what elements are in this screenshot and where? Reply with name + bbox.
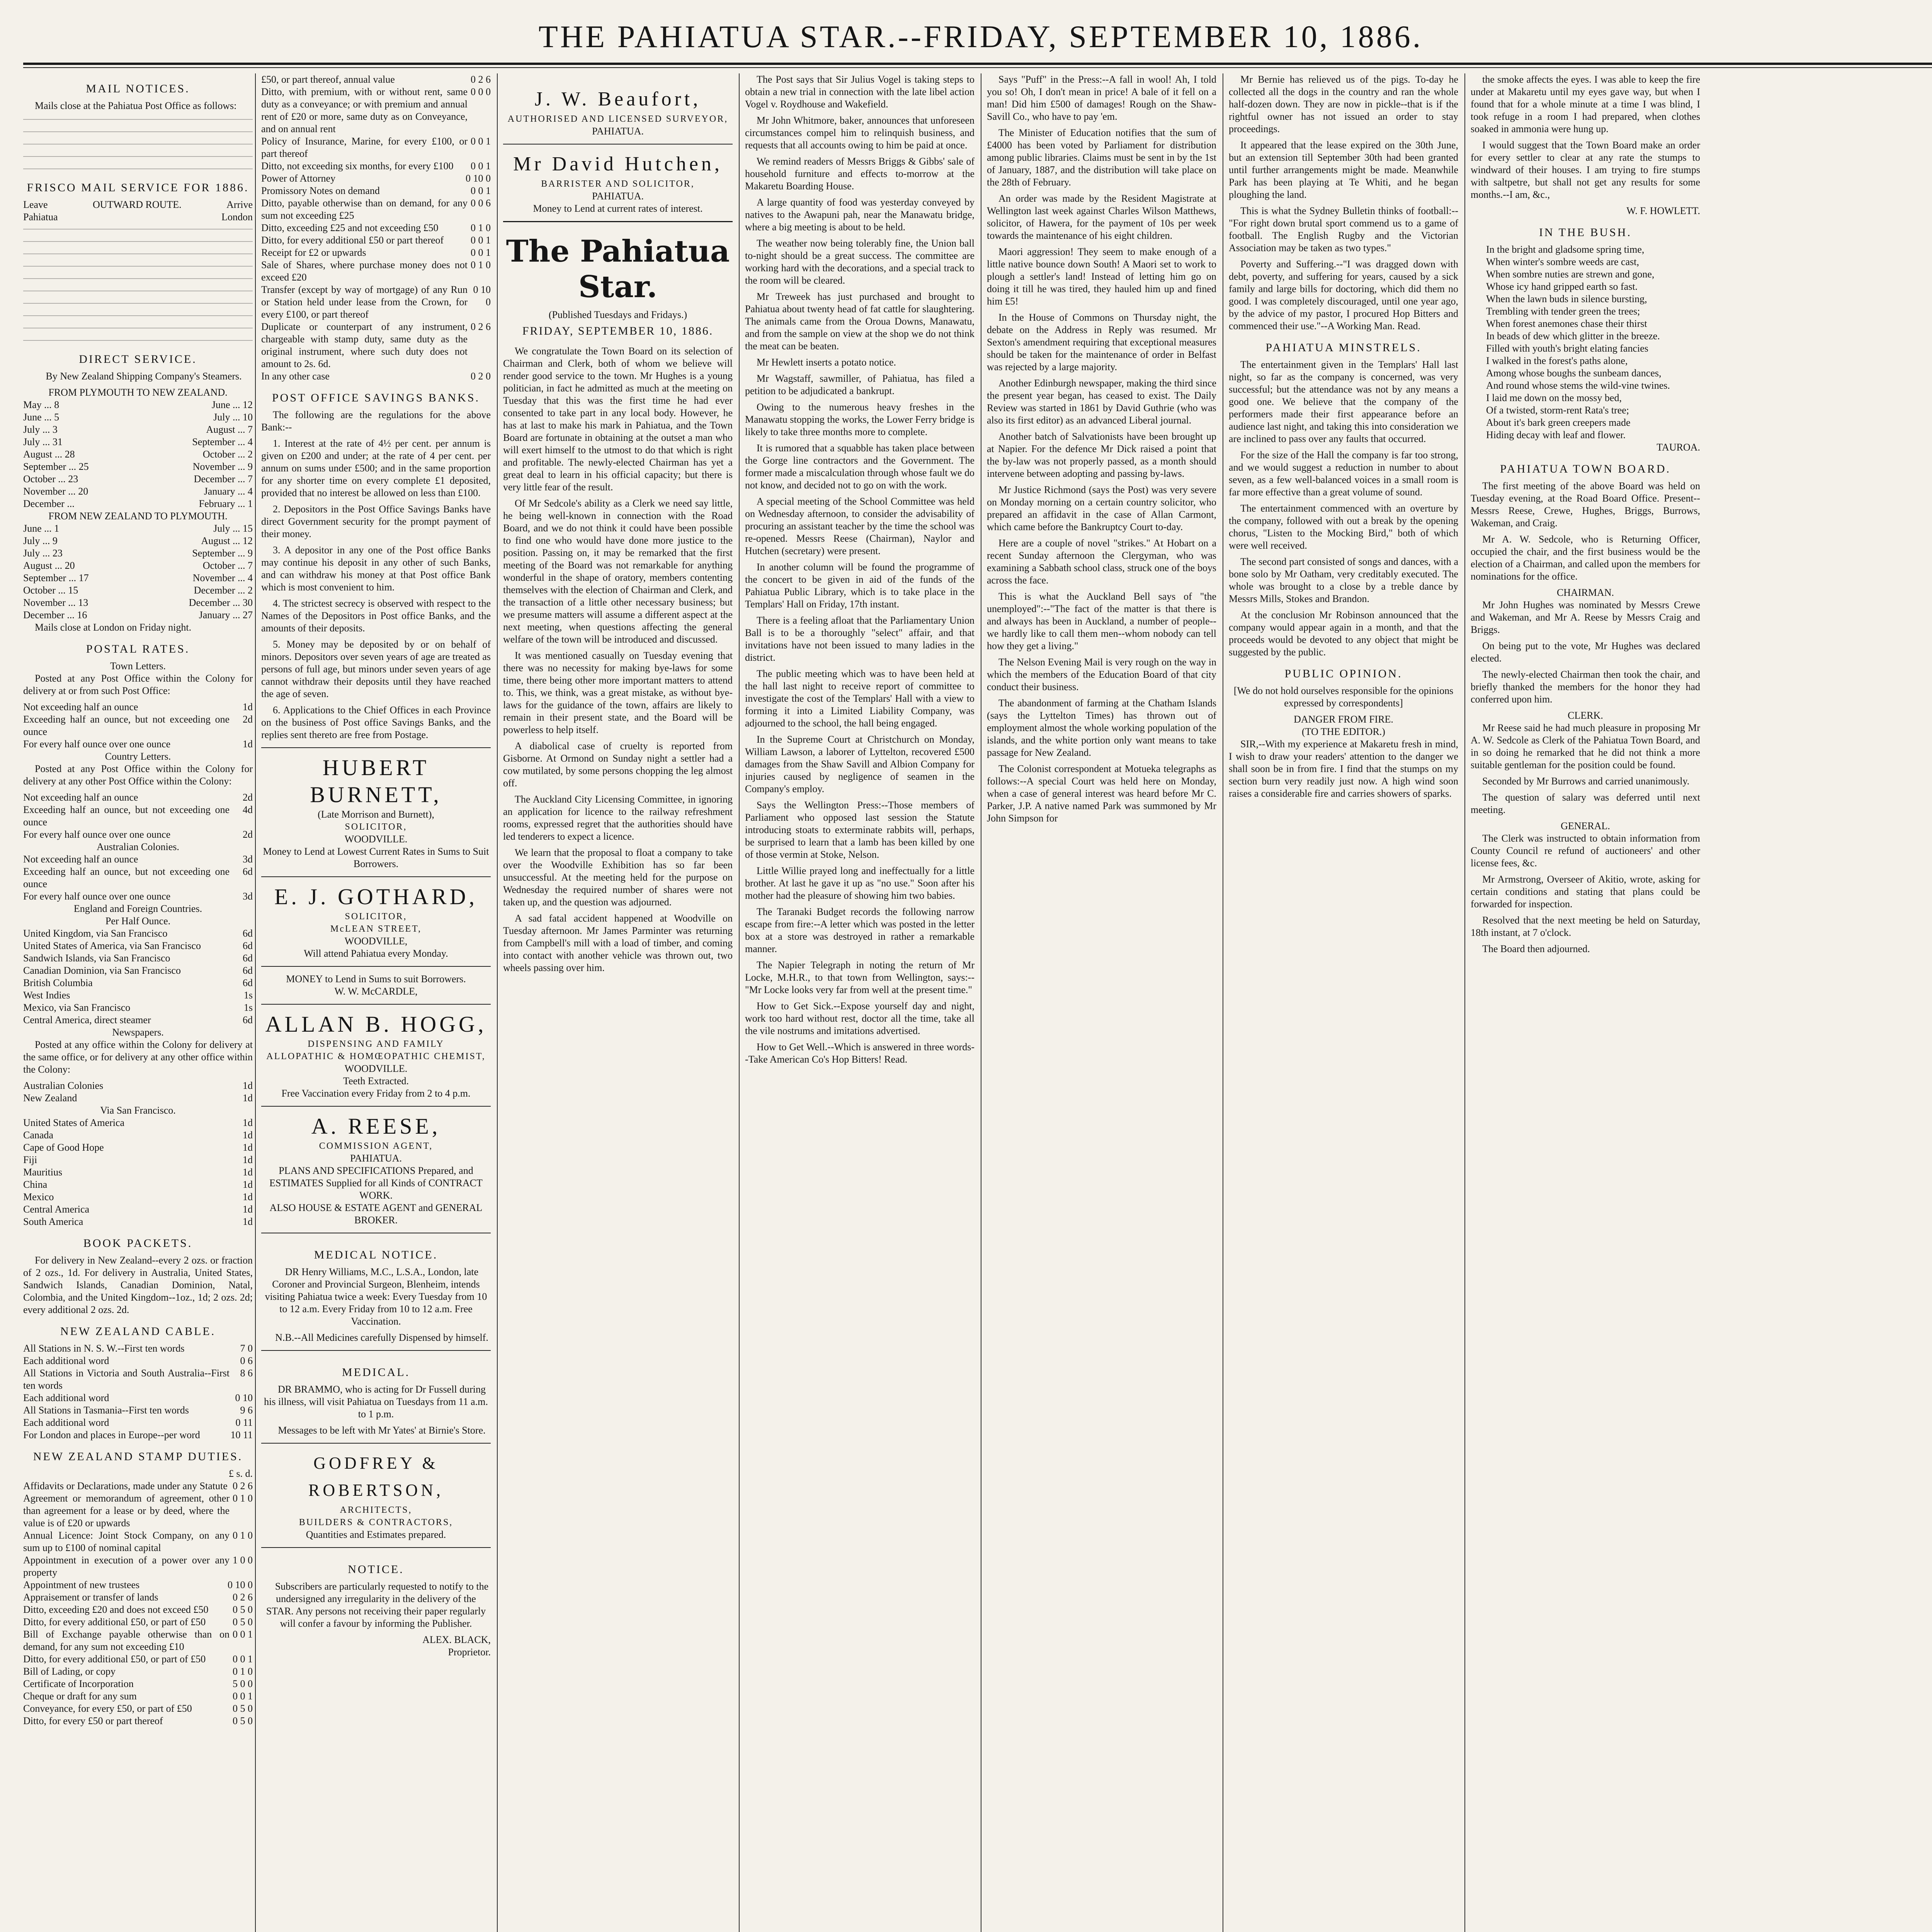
- table-row: South America 1d: [23, 1216, 253, 1227]
- news-item: Mr Bernie has relieved us of the pigs. To-day he collected all the dogs in the country and ran the whole half-dozen down. They are now in pickle--that is if the rightful owner has not issued an order to stay proceedings.: [1229, 74, 1458, 134]
- table-row: December ... 16 January ... 27: [23, 609, 253, 621]
- divider: [503, 221, 733, 222]
- schedule-table: [23, 522, 253, 621]
- paragraph: Mr John Hughes was nominated by Messrs Crewe and Wakeman, and Mr A. Reese by Messrs Craig and Briggs.: [1471, 599, 1700, 635]
- subheading: England and Foreign Countries.: [73, 903, 202, 914]
- table-row: Mauritius 1d: [23, 1167, 253, 1178]
- news-item: In the House of Commons on Thursday night, the debate on the Address in Reply was resumed. Mr Sexton's amendment requiring that exceptional measures should be taken for the maintenance of order in Belfast was rejected by a large majority.: [987, 312, 1216, 372]
- table-row: Appointment in execution of a power over any property 1 0 0: [23, 1554, 253, 1578]
- section-heading: NEW ZEALAND STAMP DUTIES.: [33, 1450, 243, 1463]
- subheading: CLERK.: [1568, 710, 1603, 721]
- paragraph: We congratulate the Town Board on its selection of Chairman and Clerk, both of whom we believe will render good service to the town. Mr Hughes is a young politician, in fact he admitted as much at the meeting on Tuesday that this was the first time he had ever consented to take part in any local body. However, he has at last to make his mark in Pahiatua, and the Town Board are fortunate in obtaining at the outset a man who will exert himself to the utmost to do that which is right and profitable. The newly-elected Chairman has yet a great deal to learn in his official capacity; but there is very little fear of the result.: [503, 345, 733, 493]
- table-row: Exceeding half an ounce, but not exceeding one ounce 6d: [23, 866, 253, 889]
- column-6: [1229, 73, 1458, 1932]
- section-heading: POSTAL RATES.: [86, 643, 190, 655]
- subheading: FROM NEW ZEALAND TO PLYMOUTH.: [48, 510, 228, 522]
- table-row: United States of America 1d: [23, 1117, 253, 1128]
- paragraph: N.B.--All Medicines carefully Dispensed by himself.: [275, 1332, 488, 1343]
- section-heading: MEDICAL NOTICE.: [314, 1248, 438, 1261]
- poem: [1471, 243, 1700, 441]
- table-row: August ... 20 October ... 7: [23, 560, 253, 571]
- news-item: How to Get Well.--Which is answered in three words--Take American Co's Hop Bitters! Read.: [745, 1041, 975, 1065]
- table-row: £50, or part thereof, annual value 0 2 6: [261, 74, 491, 85]
- column-1: [23, 73, 253, 1932]
- paragraph: Posted at any Post Office within the Colony for delivery at or from such Post Office:: [23, 673, 253, 696]
- table-row: Ditto, for every additional £50 or part thereof 0 0 1: [261, 235, 491, 246]
- table-row: August ... 28 October ... 2: [23, 449, 253, 460]
- table-row: Duplicate or counterpart of any instrument, chargeable with stamp duty, same duty as the original instrument, where such duty does not amount to 2s. 6d. 0 2 6: [261, 321, 491, 369]
- news-item: Says the Wellington Press:--Those members of Parliament who opposed last session the Statute introducing stoats to exterminate rabbits will, perhaps, be surprised to learn that a lamb has been killed by one of those vermin at Stoke, Nelson.: [745, 799, 975, 860]
- table-row: For London and places in Europe--per word 10 11: [23, 1429, 253, 1440]
- news-item: Mr Wagstaff, sawmiller, of Pahiatua, has filed a petition to be adjudicated a bankrupt.: [745, 373, 975, 396]
- table-row: Appointment of new trustees 0 10 0: [23, 1579, 253, 1590]
- news-item: The Napier Telegraph in noting the return of Mr Locke, M.H.R., to that town from Wellington, says:--"Mr Locke looks very far from well at the present time.": [745, 959, 975, 995]
- rate-table: [23, 1480, 253, 1727]
- table-row: June ... 5 July ... 10: [23, 412, 253, 423]
- advertisement-burnett: HUBERT BURNETT, (Late Morrison and Burnett), SOLICITOR, WOODVILLE. Money to Lend at Lowest Current Rates in Sums to Suit Borrowers.: [261, 747, 491, 870]
- table-row: Mexico 1d: [23, 1191, 253, 1202]
- table-row: For every half ounce over one ounce 1d: [23, 738, 253, 750]
- news-item: This is what the Auckland Bell says of "the unemployed":--"The fact of the matter is that there is and always has been in Auckland, a number of people--we hardly like to call them men--whom nobody can tell how they get a living.": [987, 591, 1216, 651]
- table-row: Certificate of Incorporation 5 0 0: [23, 1678, 253, 1689]
- list-item: 2. Depositors in the Post Office Savings Banks have direct Government security for the prompt payment of their money.: [261, 503, 491, 539]
- table-row: Each additional word 0 6: [23, 1355, 253, 1366]
- minstrels-report: [1229, 359, 1458, 658]
- list-item: 5. Money may be deposited by or on behalf of minors. Depositors over seven years of age are treated as persons of full age, but minors under seven years of age cannot withdraw their deposits until they have reached the age of seven.: [261, 639, 491, 699]
- column-3: [503, 73, 733, 1932]
- section-heading: PUBLIC OPINION.: [1284, 667, 1403, 680]
- table-row: Promissory Notes on demand 0 0 1: [261, 185, 491, 196]
- news-item: An order was made by the Resident Magistrate at Wellington last week against Charles Wilson Matthews, solicitor, of Hawera, for the payment of 10s per week towards the maintenance of his eight children.: [987, 193, 1216, 241]
- paragraph: By New Zealand Shipping Company's Steamers.: [46, 371, 242, 382]
- table-row: Central America, direct steamer 6d: [23, 1014, 253, 1026]
- subheading: FROM PLYMOUTH TO NEW ZEALAND.: [48, 387, 228, 398]
- news-item: Here are a couple of novel "strikes." At Hobart on a recent Sunday afternoon the Clergyman, who was examining a Sabbath school class, struck one of the boys across the face.: [987, 537, 1216, 586]
- paragraph: For delivery in New Zealand--every 2 ozs. or fraction of 2 ozs., 1d. For delivery in Australia, United States, Sandwich Islands, Canadian Dominion, Natal, Colombia, and the United Kingdom--1oz., 1d; 2 ozs. 2d; every additional 2 ozs. 2d.: [23, 1255, 253, 1315]
- table-row: July ... 31 September ... 4: [23, 436, 253, 447]
- paragraph: The Clerk was instructed to obtain information from County Council re refund of auctioneers' and other license fees, &c.: [1471, 833, 1700, 869]
- news-item: Mr Justice Richmond (says the Post) was very severe on Monday morning on a certain country solicitor, who prepared an affidavit in the case of Allan Carmont, which came before the Bankruptcy Court to-day.: [987, 484, 1216, 532]
- section-heading: NOTICE.: [348, 1563, 404, 1576]
- rate-table: [261, 73, 491, 383]
- paragraph: A sad fatal accident happened at Woodville on Tuesday afternoon. Mr James Parminter was returning from Campbell's mill with a load of timber, and coming into contact with another vehicle was thrown out, two wheels passing over him.: [503, 913, 733, 973]
- table-row: Ditto, for every additional £50, or part of £50 0 0 1: [23, 1653, 253, 1665]
- masthead-title: THE PAHIATUA STAR.--FRIDAY, SEPTEMBER 10, 1886.: [538, 19, 1423, 54]
- news-item: Another Edinburgh newspaper, making the third since the present year began, has ceased to exist. The Daily Review was started in 1861 by David Guthrie (who was also its first editor) as an advanced Liberal journal.: [987, 378, 1216, 426]
- table-row: Central America 1d: [23, 1204, 253, 1215]
- paragraph: For the size of the Hall the company is far too strong, and we would suggest a reduction in number to about seven, as a few well-balanced voices in a small room is far more effective than a great volume of sound.: [1229, 449, 1458, 498]
- section-heading: PAHIATUA TOWN BOARD.: [1500, 463, 1671, 475]
- table-row: Sale of Shares, where purchase money does not exceed £20 0 1 0: [261, 259, 491, 283]
- section-heading: PAHIATUA MINSTRELS.: [1265, 341, 1422, 354]
- news-item: The Minister of Education notifies that the sum of £4000 has been voted by Parliament for distribution among public libraries. Claims must be sent in by the 1st of January, 1887, and the distribution will take place on the 28th of February.: [987, 127, 1216, 188]
- news-item: A large quantity of food was yesterday conveyed by natives to the Awapuni pah, near the Manawatu bridge, where a big meeting is about to be held.: [745, 197, 975, 233]
- poem-line: In beads of dew which glitter in the breeze.: [1486, 330, 1660, 342]
- subheading: GENERAL.: [1561, 820, 1610, 832]
- poem-line: Trembling with tender green the trees;: [1486, 306, 1640, 317]
- paragraph: The following are the regulations for the above Bank:--: [261, 409, 491, 433]
- table-row: Canada 1d: [23, 1129, 253, 1141]
- paragraph: At the conclusion Mr Robinson announced that the company would appear again in a month, and that the proceeds would be devoted to any object that might be suggested by the public.: [1229, 609, 1458, 658]
- table-header: Leave OUTWARD ROUTE. Arrive: [23, 199, 253, 210]
- table-row: May ... 8 June ... 12: [23, 399, 253, 410]
- poem-line: Filled with youth's bright elating fancies: [1486, 343, 1648, 354]
- paragraph: The question of salary was deferred until next meeting.: [1471, 792, 1700, 815]
- table-row: December ... February ... 1: [23, 498, 253, 509]
- poem-line: I walked in the forest's paths alone,: [1486, 355, 1628, 366]
- news-item: Says "Puff" in the Press:--A fall in wool! Ah, I told you so! Oh, I don't mean in price! A bale of it fell on a man! Did him £500 of damages! Rough on the Shaw-Savill Co., who have to pay 'em.: [987, 74, 1216, 122]
- poem-line: I laid me down on the mossy bed,: [1486, 392, 1622, 403]
- news-item: The public meeting which was to have been held at the hall last night to receive report of committee to investigate the cost of the Templars' Hall with a view to forming it into a Limited Liability Company, was adjourned to the school, the hall being engaged.: [745, 668, 975, 729]
- news-item: The Post says that Sir Julius Vogel is taking steps to obtain a new trial in connection with the late libel action Vogel v. Roydhouse and Wakefield.: [745, 74, 975, 110]
- column-divider: [497, 73, 498, 1932]
- paragraph: SIR,--With my experience at Makaretu fresh in mind, I wish to draw your readers' attention to the danger we shall soon be in from fire. I find that the stumps on my section burn very readily just now. A high wind soon raises a considerable fire and carries showers of sparks.: [1229, 738, 1458, 799]
- table-row: Mexico, via San Francisco 1s: [23, 1002, 253, 1013]
- table-row: Each additional word 0 11: [23, 1417, 253, 1428]
- paragraph: Mails close at the Pahiatua Post Office as follows:: [35, 100, 237, 111]
- table-row: Not exceeding half an ounce 2d: [23, 792, 253, 803]
- table-row: United States of America, via San Francisco 6d: [23, 940, 253, 951]
- paragraph: Mr Reese said he had much pleasure in proposing Mr A. W. Sedcole as Clerk of the Pahiatua Town Board, and in so doing he remarked that he did not think a more suitable gentleman for the position could be found.: [1471, 722, 1700, 770]
- masthead-rule-thin: [23, 67, 1932, 68]
- advertisement-hogg: ALLAN B. HOGG, DISPENSING AND FAMILY ALLOPATHIC & HOMŒOPATHIC CHEMIST, WOODVILLE. Teeth Extracted. Free Vaccination every Friday from 2 to 4 p.m.: [261, 1004, 491, 1100]
- news-item: It appeared that the lease expired on the 30th June, but an extension till September 30th had been granted until further arrangements might be made. Meanwhile Park has been playing at Te Whiti, and he began ploughing the land.: [1229, 139, 1458, 200]
- editor-note: [We do not hold ourselves responsible for the opinions expressed by correspondents]: [1233, 685, 1454, 709]
- news-item: Mr Hewlett inserts a potato notice.: [757, 357, 896, 368]
- board-report-general: [1471, 832, 1700, 955]
- table-row: Australian Colonies 1d: [23, 1080, 253, 1091]
- news-item: We remind readers of Messrs Briggs & Gibbs' sale of household furniture and effects to-morrow at the Makaretu Boarding House.: [745, 156, 975, 192]
- rate-table: [23, 853, 253, 903]
- table-header: Pahiatua London: [23, 211, 253, 223]
- table-row: Cape of Good Hope 1d: [23, 1142, 253, 1153]
- advertisement-mccardle: MONEY to Lend in Sums to suit Borrowers. W. W. McCARDLE,: [261, 966, 491, 998]
- table-row: For every half ounce over one ounce 3d: [23, 891, 253, 902]
- rate-table: [23, 1080, 253, 1104]
- section-heading: DIRECT SERVICE.: [79, 353, 197, 366]
- column-7-inner: [1471, 73, 1700, 955]
- illegible-text-block: [23, 226, 253, 344]
- table-row: Sandwich Islands, via San Francisco 6d: [23, 952, 253, 964]
- news-item: Little Willie prayed long and ineffectually for a little brother. At last he gave it up as "no use." Soon after his mother had the pleasure of showing him two babies.: [745, 865, 975, 901]
- letter-subheading: (TO THE EDITOR.): [1302, 726, 1385, 737]
- column-4: [745, 73, 975, 1932]
- poem-signature: TAUROA.: [1656, 442, 1700, 453]
- paragraph: Mr Armstrong, Overseer of Akitio, wrote, asking for certain conditions and stating that plans could be forwarded for inspection.: [1471, 874, 1700, 910]
- subheading: CHAIRMAN.: [1556, 587, 1614, 598]
- paragraph: Posted at any office within the Colony for delivery at the same office, or for delivery at any other office within the Colony:: [23, 1039, 253, 1075]
- table-row: In any other case 0 2 0: [261, 371, 491, 382]
- poem-line: About it's bark green creepers made: [1486, 417, 1631, 428]
- news-item: It is rumored that a squabble has taken place between the Gorge line contractors and the Government. The former made a miscalculation through whose fault we do not know, and decided not to go on with the work.: [745, 442, 975, 491]
- subheading: Via San Francisco.: [100, 1105, 176, 1116]
- table-row: Ditto, exceeding £20 and does not exceed £50 0 5 0: [23, 1604, 253, 1615]
- news-item: In another column will be found the programme of the concert to be given in aid of the funds of the Pahiatua Public Library, which is to take place in the Templars' Hall on Friday, 17th instant.: [745, 561, 975, 610]
- column-7: [1471, 73, 1932, 1932]
- table-row: Exceeding half an ounce, but not exceeding one ounce 2d: [23, 714, 253, 737]
- table-row: September ... 25 November ... 9: [23, 461, 253, 472]
- list-item: 1. Interest at the rate of 4½ per cent. per annum is given on £200 and under; at the rate of 4 per cent. per annum on sums under £500; and in the same proportion for any shorter time on every complete £1 deposited, provided that no interest be allowed on less than £100.: [261, 438, 491, 498]
- news-item: Maori aggression! They seem to make enough of a little native bounce down South! A Maori set to work to plough a settler's land! Instead of letting him go on doing it till he was tired, they hauled him up and fined him £5!: [987, 246, 1216, 307]
- rules-list: [261, 437, 491, 741]
- table-row: Conveyance, for every £50, or part of £50 0 5 0: [23, 1703, 253, 1714]
- table-row: Ditto, payable otherwise than on demand, for any sum not exceeding £25 0 0 6: [261, 197, 491, 221]
- advertisement-godfrey: GODFREY & ROBERTSON, ARCHITECTS, BUILDERS & CONTRACTORS, Quantities and Estimates prepared.: [261, 1443, 491, 1541]
- paragraph: Messages to be left with Mr Yates' at Birnie's Store.: [278, 1425, 486, 1436]
- table-row: Affidavits or Declarations, made under any Statute 0 2 6: [23, 1480, 253, 1492]
- poem-line: Whose icy hand gripped earth so fast.: [1486, 281, 1638, 292]
- column-2: [261, 73, 491, 1932]
- news-item: Another batch of Salvationists have been brought up at Napier. For the defence Mr Dick raised a point that the by-law was not properly passed, as a month should intervene between adopting and passing by-laws.: [987, 431, 1216, 479]
- poem-line: Of a twisted, storm-rent Rata's tree;: [1486, 405, 1629, 416]
- advertisement-beaufort: J. W. Beaufort, AUTHORISED AND LICENSED SURVEYOR, PAHIATUA.: [507, 88, 728, 137]
- table-row: New Zealand 1d: [23, 1092, 253, 1104]
- news-items: [987, 73, 1216, 825]
- table-row: Transfer (except by way of mortgage) of any Run or Station held under lease from the Crown, for every £100, or part thereof 0 10 0: [261, 284, 491, 320]
- column-divider: [1464, 73, 1465, 1932]
- rate-table: [23, 927, 253, 1026]
- section-heading: MEDICAL.: [342, 1366, 410, 1379]
- subheading: Newspapers.: [112, 1027, 164, 1038]
- paragraph: DR Henry Williams, M.C., L.S.A., London, late Coroner and Provincial Surgeon, Blenheim, intends visiting Pahiatua twice a week: Every Tuesday from 10 to 12 a.m. Every Friday from 10 to 12 a.m. Free Vaccination.: [265, 1266, 487, 1327]
- paragraph: Seconded by Mr Burrows and carried unanimously.: [1482, 776, 1690, 787]
- paragraph: I would suggest that the Town Board make an order for every settler to clear at any rate the stumps to windward of their houses. I am trying to fire stumps with saltpetre, but shall not get any results for some months.--I am, &c.,: [1471, 139, 1700, 200]
- paragraph: Of Mr Sedcole's ability as a Clerk we need say little, he being well-known in connection with the Road Board, and we do not think it could have been possible to find one who would have done more justice to the position. Passing on, it may be remarked that the first meeting of the Board was not remarkable for anything wonderful in the shape of oratory, members contenting themselves with the election of Chairman and Clerk, and the transaction of a little other necessary business; but we presume matters will assume a different aspect at the next meeting, when questions affecting the general welfare of the town will be introduced and discussed.: [503, 498, 733, 645]
- letter-continuation: [1471, 73, 1700, 201]
- board-report-chairman: [1471, 599, 1700, 706]
- board-report: [1471, 480, 1700, 583]
- table-row: Ditto, for every additional £50, or part of £50 0 5 0: [23, 1616, 253, 1628]
- table-row: Ditto, exceeding £25 and not exceeding £50 0 1 0: [261, 222, 491, 233]
- table-row: September ... 17 November ... 4: [23, 572, 253, 583]
- column-divider: [255, 73, 256, 1932]
- subheading: Australian Colonies.: [97, 841, 179, 852]
- table-row: Ditto, with premium, with or without rent, same duty as a conveyance; or with premium and annual rent of £20 or more, same duty as on Conveyance, and on annual rent 0 0 0: [261, 86, 491, 134]
- paragraph: Subscribers are particularly requested to notify to the undersigned any irregularity in the delivery of the STAR. Any persons not receiving their paper regularly will confer a favour by informing the Publisher.: [266, 1581, 489, 1629]
- news-item: The Taranaki Budget records the following narrow escape from fire:--A letter which was posted in the letter box at a store was destroyed in rather a remarkable manner.: [745, 906, 975, 954]
- paragraph: Posted at any Post Office within the Colony for delivery at any other Post Office within the Colony:: [23, 763, 253, 787]
- rate-table: [23, 701, 253, 750]
- paragraph: On being put to the vote, Mr Hughes was declared elected.: [1471, 640, 1700, 664]
- table-row: Ditto, not exceeding six months, for every £100 0 0 1: [261, 160, 491, 172]
- table-row: Power of Attorney 0 10 0: [261, 173, 491, 184]
- medical-notice-2: [261, 1350, 491, 1437]
- paragraph: We learn that the proposal to float a company to take over the Woodville Exhibition has so far been unsuccessful. At the meeting held for the purpose on Wednesday the required number of shares were not taken up, and the question was adjourned.: [503, 847, 733, 908]
- poem-line: Among whose boughs the sunbeam dances,: [1486, 367, 1662, 379]
- poem-line: When forest anemones chase their thirst: [1486, 318, 1647, 329]
- news-item: The Nelson Evening Mail is very rough on the way in which the members of the Education Board of that city conduct their business.: [987, 656, 1216, 692]
- news-items: [745, 73, 975, 1066]
- paragraph: The first meeting of the above Board was held on Tuesday evening, at the Road Board Office. Present--Messrs Reese, Crewe, Hughes, Briggs, Burrows, Wakeman, and Craig.: [1471, 480, 1700, 529]
- section-heading: BOOK PACKETS.: [83, 1237, 193, 1250]
- news-item: How to Get Sick.--Expose yourself day and night, work too hard without rest, doctor all the time, take all the vile nostrums and imitations advertised.: [745, 1000, 975, 1036]
- table-row: Receipt for £2 or upwards 0 0 1: [261, 247, 491, 258]
- table-row: October ... 15 December ... 2: [23, 585, 253, 596]
- paragraph: the smoke affects the eyes. I was able to keep the fire under at Makaretu until my eyes gave way, but when I found that for a whole minute at a time I was blind, I took refuge in a room I had prepared, when clothes soaked in ammonia were hung up.: [1471, 74, 1700, 134]
- letter-signature: W. F. HOWLETT.: [1626, 205, 1700, 216]
- news-item: The weather now being tolerably fine, the Union ball to-night should be a great success. The committee are working hard with the decorations, and a special track to the room will be cleared.: [745, 238, 975, 286]
- table-row: July ... 3 August ... 7: [23, 424, 253, 435]
- table-row: Exceeding half an ounce, but not exceeding one ounce 4d: [23, 804, 253, 828]
- section-heading: IN THE BUSH.: [1539, 226, 1632, 239]
- poem-line: Hiding decay with leaf and flower.: [1486, 429, 1626, 440]
- section-heading: POST OFFICE SAVINGS BANKS.: [272, 391, 480, 404]
- board-report-clerk: [1471, 722, 1700, 816]
- poem-line: And round whose stems the wild-vine twines.: [1486, 380, 1670, 391]
- news-item: The abandonment of farming at the Chatham Islands (says the Lyttelton Times) has thrown out of employment almost the whole working population of the islands, and the white portion only want means to take passage for New Zealand.: [987, 697, 1216, 758]
- table-row: Ditto, for every £50 or part thereof 0 5 0: [23, 1715, 253, 1726]
- news-item: A special meeting of the School Committee was held on Wednesday afternoon, to consider the advisability of procuring an assistant teacher by the time the school was re-opened. Messrs Reese (Chairman), Naylor and Hutchen (secretary) were present.: [745, 496, 975, 556]
- letter-heading: DANGER FROM FIRE.: [1294, 714, 1393, 725]
- section-heading: FRISCO MAIL SERVICE FOR 1886.: [27, 181, 249, 194]
- news-item: Mr John Whitmore, baker, announces that unforeseen circumstances compel him to relinquish business, and requests that all accounts owing to him be paid at once.: [745, 115, 975, 151]
- table-row: Each additional word 0 10: [23, 1392, 253, 1403]
- masthead-rule: [23, 63, 1932, 65]
- table-row: Annual Licence: Joint Stock Company, on any sum up to £100 of nominal capital 0 1 0: [23, 1530, 253, 1553]
- paragraph: Mr A. W. Sedcole, who is Returning Officer, occupied the chair, and the first business would be the election of a Chairman, and called upon the members for nominations for the office.: [1471, 534, 1700, 582]
- paragraph: The Board then adjourned.: [1482, 943, 1590, 954]
- table-row: Bill of Lading, or copy 0 1 0: [23, 1666, 253, 1677]
- table-row: Bill of Exchange payable otherwise than on demand, for any sum not exceeding £10 0 0 1: [23, 1629, 253, 1652]
- column-divider: [739, 73, 740, 1932]
- table-row: China 1d: [23, 1179, 253, 1190]
- paragraph: The entertainment commenced with an overture by the company, followed with out a break by the opening chorus, "Listen to the Mocking Bird," both of which were well received.: [1229, 503, 1458, 551]
- poem-line: When the lawn buds in silence bursting,: [1486, 293, 1647, 304]
- advertisement-hutchen: Mr David Hutchen, BARRISTER AND SOLICITOR, PAHIATUA. Money to Lend at current rates of interest.: [503, 144, 733, 215]
- table-row: Policy of Insurance, Marine, for every £100, or part thereof 0 0 1: [261, 136, 491, 159]
- subheading: Per Half Ounce.: [105, 915, 171, 927]
- paragraph: It was mentioned casually on Tuesday evening that there was no necessity for making bye-laws for some time, there being other more important matters to attend to. This, we think, was a great mistake, as without bye-laws for the guidance of the town, affairs are likely to remain in their present state, and the Board will be powerless to help itself.: [503, 650, 733, 735]
- table-row: Not exceeding half an ounce 1d: [23, 701, 253, 713]
- table-row: All Stations in Tasmania--First ten words 9 6: [23, 1405, 253, 1416]
- table-row: Appraisement or transfer of lands 0 2 6: [23, 1592, 253, 1603]
- table-row: November ... 20 January ... 4: [23, 486, 253, 497]
- publication-schedule: (Published Tuesdays and Fridays.): [548, 309, 687, 320]
- editorial-text: [503, 345, 733, 974]
- paragraph: Resolved that the next meeting be held on Saturday, 18th instant, at 7 o'clock.: [1471, 915, 1700, 938]
- poem-line: When winter's sombre weeds are cast,: [1486, 256, 1639, 267]
- paragraph: The entertainment given in the Templars' Hall last night, so far as the company is concerned, was very successful; but the attendance was not by any means a good one. We believe that the company of the performers made their first appearance before an audience last night, and taking this into consideration we are inclined to pass over any faults that occurred.: [1229, 359, 1458, 444]
- column-5: [987, 73, 1216, 1932]
- table-row: Canadian Dominion, via San Francisco 6d: [23, 965, 253, 976]
- advertisement-reese: A. REESE, COMMISSION AGENT, PAHIATUA. PLANS AND SPECIFICATIONS Prepared, and ESTIMATES Supplied for all Kinds of CONTRACT WORK. ALSO HOUSE & ESTATE AGENT and GENERAL BROKER.: [261, 1106, 491, 1226]
- schedule-table: [23, 399, 253, 510]
- table-row: All Stations in N. S. W.--First ten words 7 0: [23, 1343, 253, 1354]
- table-row: Agreement or memorandum of agreement, other than agreement for a lease or by deed, where the value is of £20 or upwards 0 1 0: [23, 1493, 253, 1529]
- table-row: July ... 23 September ... 9: [23, 548, 253, 559]
- paragraph: DR BRAMMO, who is acting for Dr Fussell during his illness, will visit Pahiatua on Tuesdays from 11 a.m. to 1 p.m.: [264, 1384, 488, 1420]
- paragraph: The Auckland City Licensing Committee, in ignoring an application for licence to the railway refreshment rooms, expressed regret that the authorities should have led tenderers to expect a licence.: [503, 794, 733, 842]
- rate-table: [23, 1342, 253, 1441]
- illegible-text-block: [23, 116, 253, 172]
- news-items: [1229, 73, 1458, 332]
- subheading: Country Letters.: [105, 751, 171, 762]
- paragraph: The newly-elected Chairman then took the chair, and briefly thanked the members for the honor they had conferred upon him.: [1471, 669, 1700, 705]
- subheading: Town Letters.: [110, 660, 166, 672]
- dateline: FRIDAY, SEPTEMBER 10, 1886.: [522, 325, 714, 337]
- news-item: Poverty and Suffering.--"I was dragged down with debt, poverty, and suffering for years, caused by a sick family and large bills for doctoring, which did them no good. I was completely discouraged, until one year ago, by the advice of my pastor, I procured Hop Bitters and commenced their use."--A Working Man. Read.: [1229, 259, 1458, 332]
- subscriber-notice: NOTICE. Subscribers are particularly requested to notify to the undersigned any irregularity in the delivery of the STAR. Any persons not receiving their paper regularly will confer a favour by informing the Publisher. ALEX. BLACK, Proprietor.: [261, 1547, 491, 1658]
- news-item: There is a feeling afloat that the Parliamentary Union Ball is to be a thoroughly "select" affair, and that invitations have not been issued to many ladies in the district.: [745, 615, 975, 663]
- table-row: Fiji 1d: [23, 1154, 253, 1165]
- news-item: Owing to the numerous heavy freshes in the Manawatu stopping the works, the Lower Ferry bridge is likely to take three months more to complete.: [745, 401, 975, 437]
- table-row: West Indies 1s: [23, 990, 253, 1001]
- table-row: British Columbia 6d: [23, 977, 253, 988]
- list-item: 6. Applications to the Chief Offices in each Province on the business of Post office Savings Banks, and the replies sent thereto are free from Postage.: [261, 704, 491, 740]
- paragraph: The second part consisted of songs and dances, with a bone solo by Mr Oatham, very creditably executed. The whole was brought to a close by a treble dance by Messrs Mills, Stokes and Brandon.: [1229, 556, 1458, 604]
- list-item: 3. A depositor in any one of the Post office Banks may continue his deposit in any other of such Banks, and can withdraw his money at that Post office Bank which is most convenient to him.: [261, 544, 491, 593]
- paper-title: The Pahiatua Star.: [506, 234, 730, 304]
- table-row: United Kingdom, via San Francisco 6d: [23, 928, 253, 939]
- news-item: This is what the Sydney Bulletin thinks of football:--"For right down brutal sport commend us to a game of football. The English Rugby and the Victorian Association may be taken as two types.": [1229, 205, 1458, 253]
- table-row: Cheque or draft for any sum 0 0 1: [23, 1690, 253, 1702]
- table-row: November ... 13 December ... 30: [23, 597, 253, 608]
- medical-notice: [261, 1233, 491, 1344]
- paragraph: A diabolical case of cruelty is reported from Gisborne. At Ormond on Sunday night a settler had a cow mutilated, by some persons chopping the leg almost off.: [503, 740, 733, 789]
- table-row: For every half ounce over one ounce 2d: [23, 829, 253, 840]
- table-row: July ... 9 August ... 12: [23, 535, 253, 546]
- rate-table: [23, 1117, 253, 1228]
- section-heading: MAIL NOTICES.: [86, 82, 190, 95]
- poem-line: When sombre nuties are strewn and gone,: [1486, 269, 1655, 280]
- list-item: 4. The strictest secrecy is observed with respect to the Names of the Depositors in Post office Banks, and the amounts of their deposits.: [261, 598, 491, 634]
- rate-table: [23, 791, 253, 841]
- table-row: All Stations in Victoria and South Australia--First ten words 8 6: [23, 1367, 253, 1391]
- table-header: £ s. d.: [228, 1468, 253, 1479]
- news-item: The Colonist correspondent at Motueka telegraphs as follows:--A special Court was held here on Monday, when a case of general interest was heard before Mr C. Parker, J.P. A native named Park was summoned by Mr John Simpson for: [987, 763, 1216, 824]
- news-item: In the Supreme Court at Christchurch on Monday, William Lawson, a laborer of Lyttelton, recovered £500 damages from the Shaw Savill and Albion Company for injuries caused by negligence of seamen in the Company's employ.: [745, 734, 975, 794]
- poem-line: In the bright and gladsome spring time,: [1486, 244, 1645, 255]
- paragraph: Mails close at London on Friday night.: [35, 622, 192, 633]
- section-heading: NEW ZEALAND CABLE.: [60, 1325, 216, 1338]
- table-row: October ... 23 December ... 7: [23, 473, 253, 485]
- table-row: June ... 1 July ... 15: [23, 523, 253, 534]
- table-row: Not exceeding half an ounce 3d: [23, 854, 253, 865]
- advertisement-gothard: E. J. GOTHARD, SOLICITOR, McLEAN STREET, WOODVILLE, Will attend Pahiatua every Monday.: [261, 876, 491, 960]
- news-item: Mr Treweek has just purchased and brought to Pahiatua about twenty head of fat cattle for slaughtering. The animals came from the Oroua Downs, Manawatu, and from the sample on view at the shop we do not think the meat can be beaten.: [745, 291, 975, 352]
